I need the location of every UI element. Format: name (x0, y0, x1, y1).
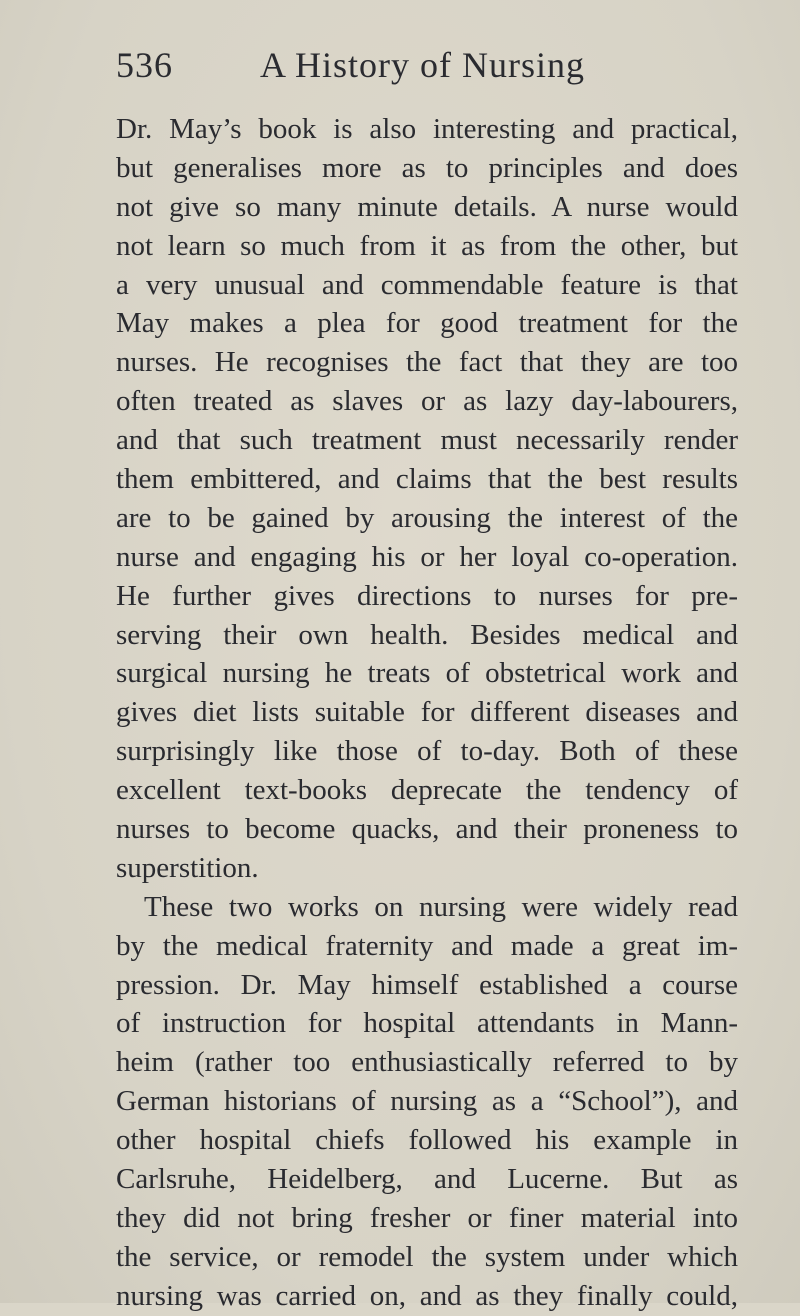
text-line: of instruction for hospital attendants in Mann- (116, 1007, 738, 1040)
text-line: the service, or remodel the system under which (116, 1240, 738, 1273)
text-line: excellent text-books deprecate the tendency of (116, 774, 738, 807)
text-line: often treated as slaves or as lazy day-labourers, (116, 385, 738, 418)
text-line: He further gives directions to nurses for pre- (116, 579, 738, 612)
text-line: German historians of nursing as a “School”), and (116, 1085, 738, 1118)
page-number: 536 (116, 45, 173, 85)
text-line: them embittered, and claims that the best results (116, 463, 738, 496)
text-line: May makes a plea for good treatment for the (116, 307, 738, 340)
running-head (116, 44, 736, 88)
text-line: gives diet lists suitable for different diseases and (116, 696, 738, 729)
text-line: surprisingly like those of to-day. Both of these (116, 735, 738, 768)
body-text (116, 110, 738, 1316)
text-line: pression. Dr. May himself established a course (116, 968, 738, 1001)
text-line: nurses to become quacks, and their proneness to (116, 813, 738, 846)
text-line: not learn so much from it as from the other, but (116, 229, 738, 262)
text-line: a very unusual and commendable feature is that (116, 268, 738, 301)
text-line: and that such treatment must necessarily render (116, 424, 738, 457)
text-line: other hospital chiefs followed his example in (116, 1124, 738, 1157)
text-line: Carlsruhe, Heidelberg, and Lucerne. But as (116, 1163, 738, 1196)
text-line: heim (rather too enthusiastically referred to by (116, 1046, 738, 1079)
text-line: not give so many minute details. A nurse would (116, 190, 738, 223)
paragraph-2 (116, 888, 738, 1316)
text-line: superstition. (116, 851, 259, 884)
text-line: serving their own health. Besides medical and (116, 618, 738, 651)
text-line: Dr. May’s book is also interesting and practical, (116, 113, 738, 145)
running-title: A History of Nursing (260, 45, 585, 85)
text-line: nurses. He recognises the fact that they are too (116, 346, 738, 379)
text-line: but generalises more as to principles and does (116, 151, 738, 184)
text-line: nurse and engaging his or her loyal co-operation. (116, 540, 738, 573)
text-line: by the medical fraternity and made a great im- (116, 929, 738, 962)
text-line: surgical nursing he treats of obstetrical work and (116, 657, 738, 690)
paragraph-1 (116, 110, 738, 888)
text-line: These two works on nursing were widely read (144, 890, 738, 923)
text-line: they did not bring fresher or finer material into (116, 1201, 738, 1234)
text-line: are to be gained by arousing the interest of the (116, 501, 738, 534)
text-line: nursing was carried on, and as they finally could, (116, 1279, 738, 1312)
